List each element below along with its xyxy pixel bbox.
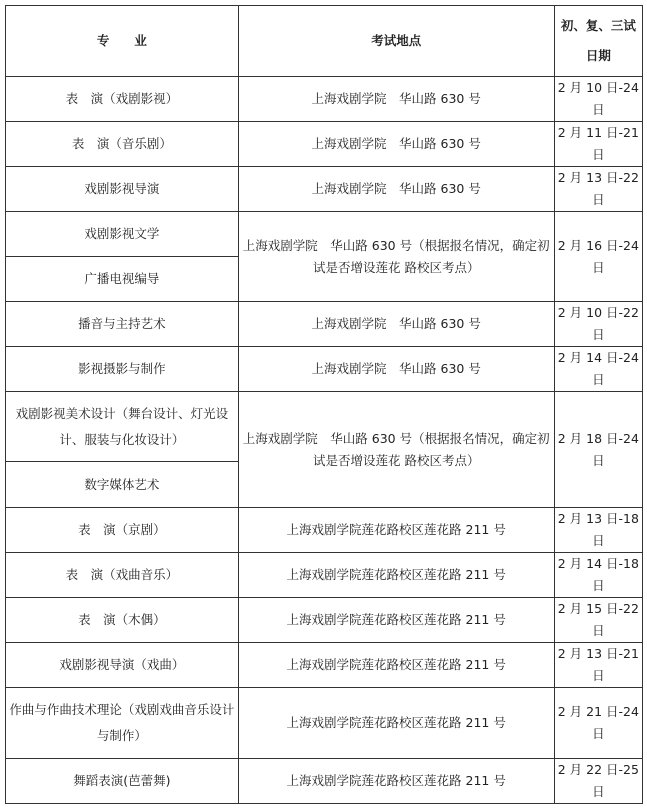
dates-cell: 2 月 13 日-21 日 bbox=[554, 643, 642, 688]
location-cell: 上海戏剧学院莲花路校区莲花路 211 号 bbox=[238, 643, 554, 688]
location-cell: 上海戏剧学院 华山路 630 号（根据报名情况，确定初试是否增设莲花 路校区考点） bbox=[238, 392, 554, 508]
dates-cell: 2 月 16 日-24 日 bbox=[554, 212, 642, 302]
major-cell: 舞蹈表演(芭蕾舞) bbox=[6, 759, 239, 804]
table-row bbox=[6, 167, 643, 212]
major-cell: 戏剧影视美术设计（舞台设计、灯光设计、服装与化妆设计） bbox=[6, 392, 239, 462]
location-cell: 上海戏剧学院 华山路 630 号（根据报名情况，确定初试是否增设莲花 路校区考点） bbox=[238, 212, 554, 302]
dates-cell: 2 月 10 日-22 日 bbox=[554, 302, 642, 347]
major-cell: 播音与主持艺术 bbox=[6, 302, 239, 347]
location-cell: 上海戏剧学院莲花路校区莲花路 211 号 bbox=[238, 759, 554, 804]
major-cell: 广播电视编导 bbox=[6, 257, 239, 302]
header-row bbox=[6, 6, 643, 77]
major-cell: 作曲与作曲技术理论（戏剧戏曲音乐设计与制作） bbox=[6, 688, 239, 759]
major-cell: 戏剧影视导演 bbox=[6, 167, 239, 212]
location-cell: 上海戏剧学院 华山路 630 号 bbox=[238, 167, 554, 212]
table-row bbox=[6, 347, 643, 392]
table-row bbox=[6, 759, 643, 804]
location-cell: 上海戏剧学院莲花路校区莲花路 211 号 bbox=[238, 598, 554, 643]
table-row bbox=[6, 688, 643, 759]
table-row bbox=[6, 77, 643, 122]
major-cell: 表 演（木偶） bbox=[6, 598, 239, 643]
dates-cell: 2 月 14 日-18 日 bbox=[554, 553, 642, 598]
major-cell: 数字媒体艺术 bbox=[6, 462, 239, 508]
location-cell: 上海戏剧学院 华山路 630 号 bbox=[238, 347, 554, 392]
header-major: 专 业 bbox=[6, 6, 239, 77]
location-cell: 上海戏剧学院 华山路 630 号 bbox=[238, 77, 554, 122]
table-row bbox=[6, 392, 643, 462]
dates-cell: 2 月 21 日-24 日 bbox=[554, 688, 642, 759]
table-row bbox=[6, 508, 643, 553]
dates-cell: 2 月 18 日-24 日 bbox=[554, 392, 642, 508]
table-row bbox=[6, 122, 643, 167]
major-cell: 表 演（音乐剧） bbox=[6, 122, 239, 167]
dates-cell: 2 月 13 日-22 日 bbox=[554, 167, 642, 212]
header-location: 考试地点 bbox=[238, 6, 554, 77]
location-cell: 上海戏剧学院莲花路校区莲花路 211 号 bbox=[238, 508, 554, 553]
location-cell: 上海戏剧学院 华山路 630 号 bbox=[238, 122, 554, 167]
dates-cell: 2 月 15 日-22 日 bbox=[554, 598, 642, 643]
major-cell: 表 演（戏剧影视） bbox=[6, 77, 239, 122]
location-cell: 上海戏剧学院莲花路校区莲花路 211 号 bbox=[238, 688, 554, 759]
table-row bbox=[6, 598, 643, 643]
major-cell: 表 演（京剧） bbox=[6, 508, 239, 553]
dates-cell: 2 月 22 日-25 日 bbox=[554, 759, 642, 804]
exam-schedule-table bbox=[5, 5, 643, 804]
location-cell: 上海戏剧学院 华山路 630 号 bbox=[238, 302, 554, 347]
table-row bbox=[6, 553, 643, 598]
dates-cell: 2 月 11 日-21 日 bbox=[554, 122, 642, 167]
major-cell: 戏剧影视文学 bbox=[6, 212, 239, 257]
major-cell: 戏剧影视导演（戏曲） bbox=[6, 643, 239, 688]
table-row bbox=[6, 212, 643, 257]
dates-cell: 2 月 13 日-18 日 bbox=[554, 508, 642, 553]
major-cell: 表 演（戏曲音乐） bbox=[6, 553, 239, 598]
dates-cell: 2 月 10 日-24 日 bbox=[554, 77, 642, 122]
location-cell: 上海戏剧学院莲花路校区莲花路 211 号 bbox=[238, 553, 554, 598]
table-row bbox=[6, 302, 643, 347]
table-row bbox=[6, 643, 643, 688]
major-cell: 影视摄影与制作 bbox=[6, 347, 239, 392]
header-dates: 初、复、三试日期 bbox=[554, 6, 642, 77]
dates-cell: 2 月 14 日-24 日 bbox=[554, 347, 642, 392]
